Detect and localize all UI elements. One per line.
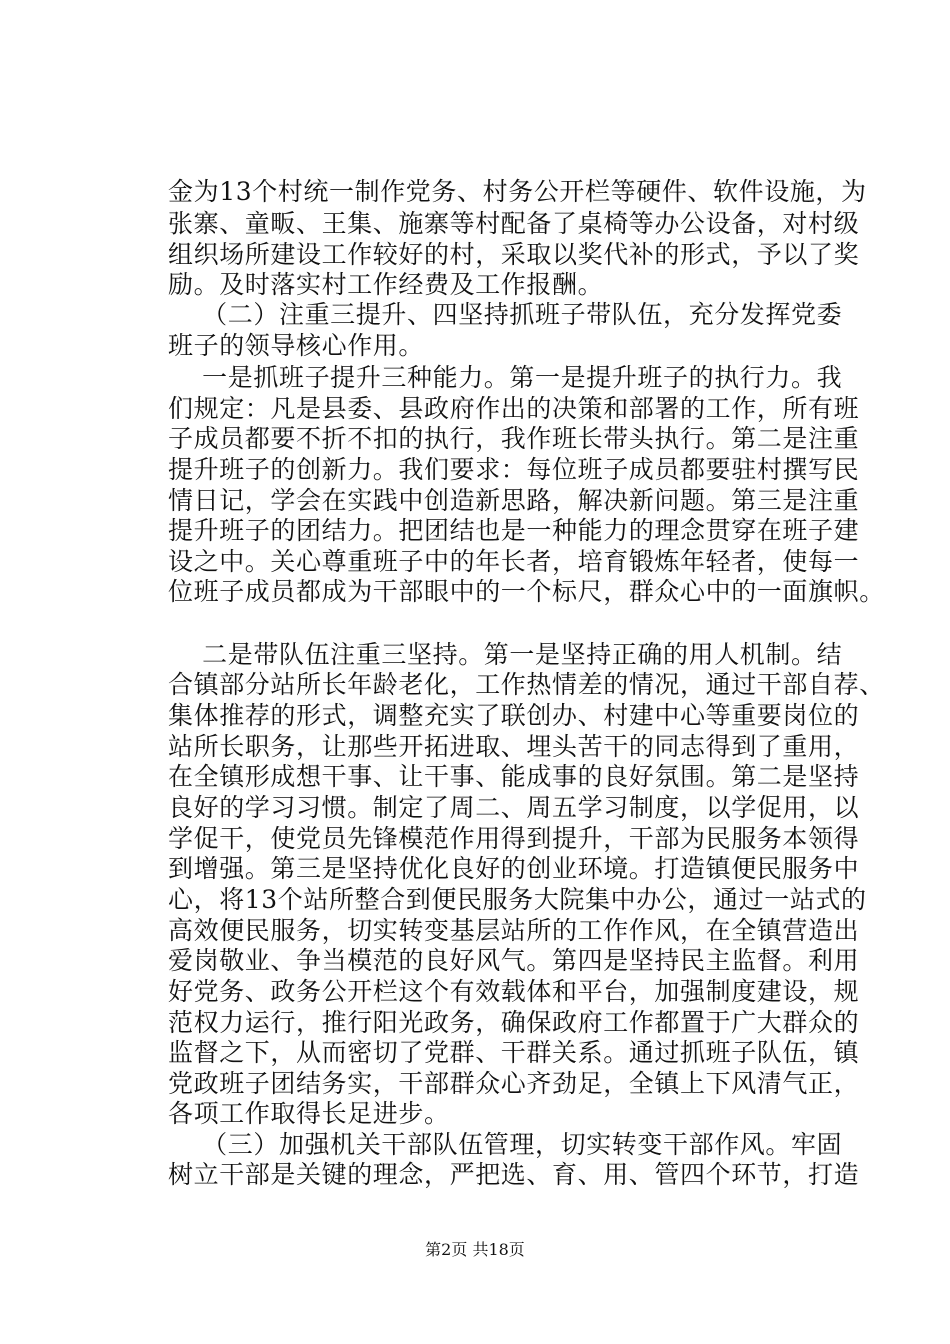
- body-text-line: 站所长职务，让那些开拓进取、埋头苦干的同志得到了重用，: [168, 732, 860, 761]
- body-text-line: 学促干，使党员先锋模范作用得到提升，干部为民服务本领得: [168, 824, 860, 853]
- body-text-line: 各项工作取得长足进步。: [168, 1099, 450, 1128]
- body-text-line: 张寨、童畈、王集、施寨等村配备了桌椅等办公设备，对村级: [168, 209, 860, 238]
- body-text-line: 爱岗敬业、争当模范的良好风气。第四是坚持民主监督。利用: [168, 946, 860, 975]
- body-text-line: 班子的领导核心作用。: [168, 331, 425, 360]
- body-text-line: 良好的学习习惯。制定了周二、周五学习制度，以学促用，以: [168, 793, 860, 822]
- body-text-line: 党政班子团结务实，干部群众心齐劲足，全镇上下风清气正，: [168, 1069, 860, 1098]
- body-text-line: 金为13个村统一制作党务、村务公开栏等硬件、软件设施，为: [168, 177, 867, 206]
- body-text-line: 情日记，学会在实践中创造新思路，解决新问题。第三是注重: [168, 486, 860, 515]
- body-text-line: 高效便民服务，切实转变基层站所的工作作风，在全镇营造出: [168, 916, 860, 945]
- body-text-line: 组织场所建设工作较好的村，采取以奖代补的形式，予以了奖: [168, 240, 860, 269]
- body-text-line: 们规定：凡是县委、县政府作出的决策和部署的工作，所有班: [168, 394, 860, 423]
- body-text-line: 集体推荐的形式，调整充实了联创办、村建中心等重要岗位的: [168, 701, 860, 730]
- body-text-line: 设之中。关心尊重班子中的年长者，培育锻炼年轻者，使每一: [168, 547, 860, 576]
- body-text-line: 合镇部分站所长年龄老化，工作热情差的情况，通过干部自荐、: [168, 670, 885, 699]
- body-text-line: 树立干部是关键的理念，严把选、育、用、管四个环节，打造: [168, 1160, 860, 1189]
- paragraph-start-line: 一是抓班子提升三种能力。第一是提升班子的执行力。我: [168, 363, 843, 392]
- body-text-line: 到增强。第三是坚持优化良好的创业环境。打造镇便民服务中: [168, 854, 860, 883]
- body-text-line: 位班子成员都成为干部眼中的一个标尺，群众心中的一面旗帜。: [168, 577, 885, 606]
- body-text-line: 提升班子的团结力。把团结也是一种能力的理念贯穿在班子建: [168, 516, 860, 545]
- page-number-footer: 第2页 共18页: [425, 1240, 525, 1259]
- body-text-line: 在全镇形成想干事、让干事、能成事的良好氛围。第二是坚持: [168, 762, 860, 791]
- body-text-line: 提升班子的创新力。我们要求：每位班子成员都要驻村撰写民: [168, 455, 860, 484]
- body-text-line: 励。及时落实村工作经费及工作报酬。: [168, 270, 604, 299]
- section-heading-line: （三）加强机关干部队伍管理，切实转变干部作风。牢固: [168, 1130, 843, 1159]
- body-text-line: 子成员都要不折不扣的执行，我作班长带头执行。第二是注重: [168, 424, 860, 453]
- body-text-line: 心，将13个站所整合到便民服务大院集中办公，通过一站式的: [168, 885, 867, 914]
- body-text-line: 范权力运行，推行阳光政务，确保政府工作都置于广大群众的: [168, 1008, 860, 1037]
- paragraph-start-line: 二是带队伍注重三坚持。第一是坚持正确的用人机制。结: [168, 640, 843, 669]
- body-text-line: 监督之下，从而密切了党群、干群关系。通过抓班子队伍，镇: [168, 1038, 860, 1067]
- section-heading-line: （二）注重三提升、四坚持抓班子带队伍，充分发挥党委: [168, 300, 843, 329]
- body-text-line: 好党务、政务公开栏这个有效载体和平台，加强制度建设，规: [168, 977, 860, 1006]
